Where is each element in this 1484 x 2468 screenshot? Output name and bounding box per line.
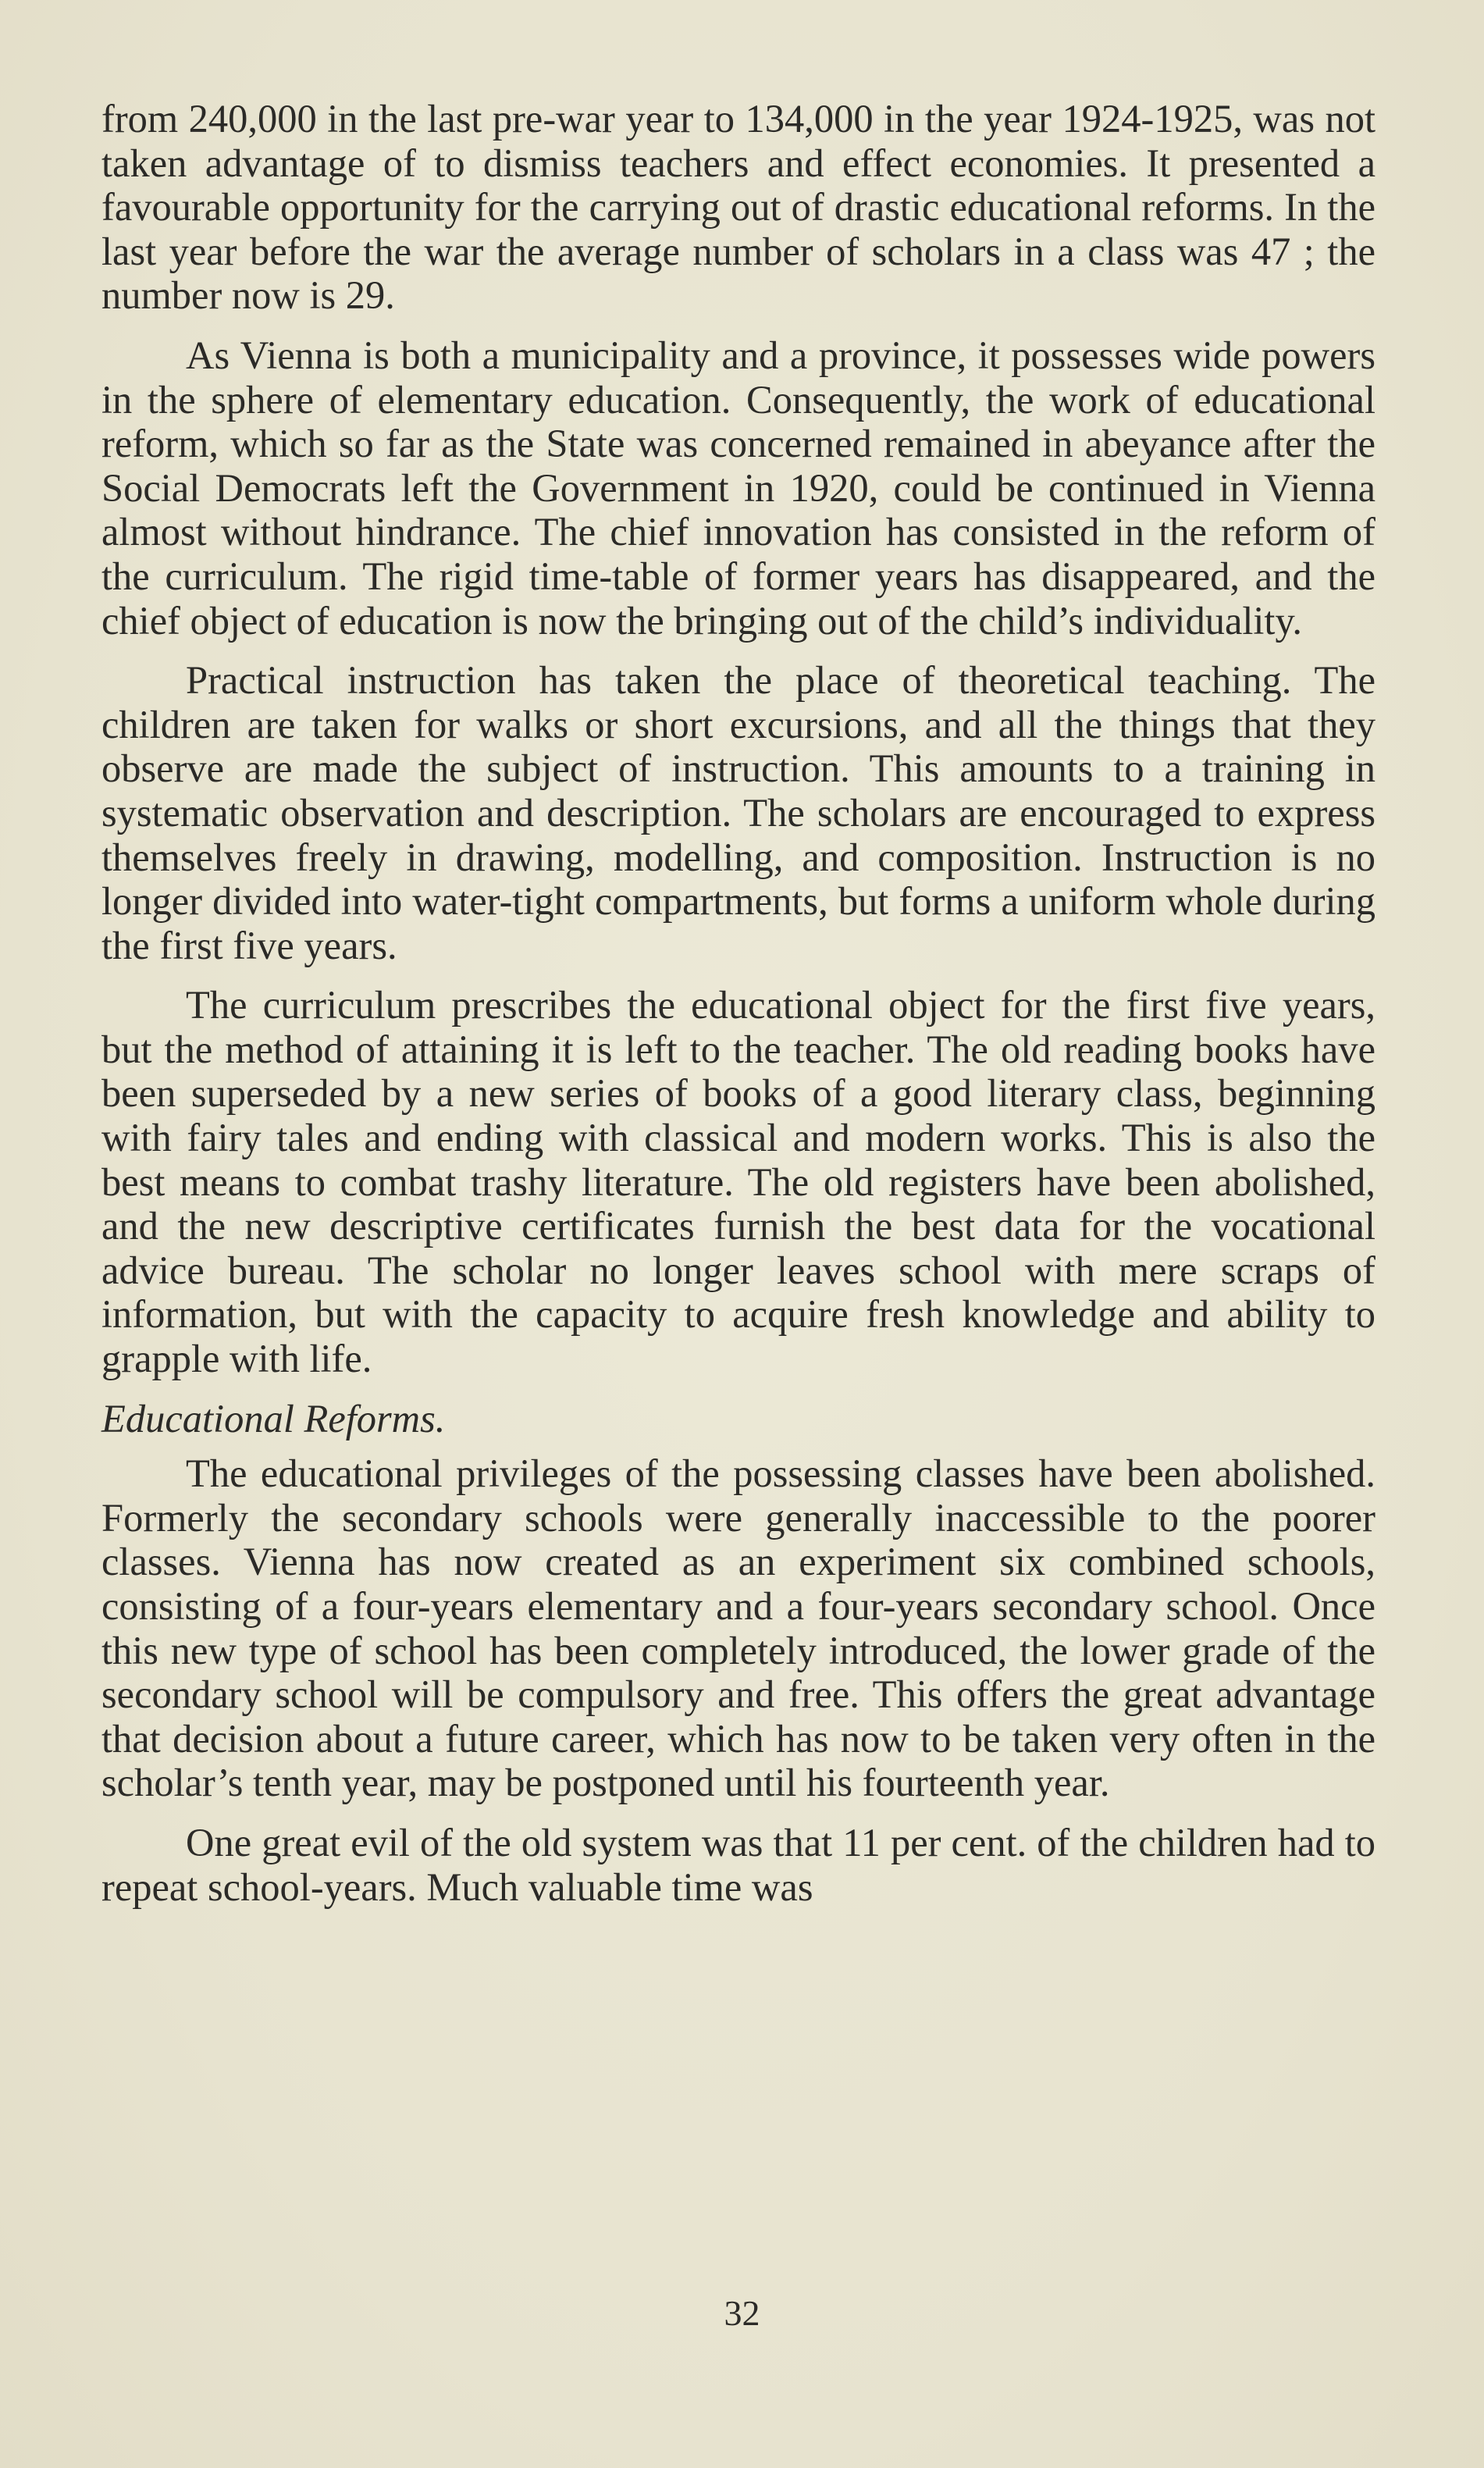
paragraph-continuation: from 240,000 in the last pre-war year to 134,000 in the year 1924-1925, was not taken advantage of to dismiss teachers and effect economies. It presented a favourable opportunity for the carrying out of drastic educational reforms. In the last year before the war the average number of scholars in a class was 47 ; the number now is 29. xyxy=(101,97,1375,318)
paragraph-vienna-powers: As Vienna is both a municipality and a province, it possesses wide powers in the sphere of elementary education. Consequently, the work of educational reform, which so far as the State was concerned remained in abeyance after the Social Democrats left the Government in 1920, could be continued in Vienna almost without hindrance. The chief innovation has consisted in the reform of the curriculum. The rigid time-table of former years has disappeared, and the chief object of education is now the bringing out of the child’s individuality. xyxy=(101,333,1375,643)
paragraph-practical-instruction: Practical instruction has taken the place of theoretical teaching. The children are taken for walks or short excursions, and all the things that they observe are made the subject of instruction. This amounts to a training in systematic observation and description. The scholars are encouraged to express themselves freely in drawing, modelling, and composition. Instruction is no longer divided into water-tight compartments, but forms a uniform whole during the first five years. xyxy=(101,658,1375,967)
paragraph-curriculum: The curriculum prescribes the educational object for the first five years, but the method of attaining it is left to the teacher. The old reading books have been superseded by a new series of books of a good literary class, beginning with fairy tales and ending with classical and modern works. This is also the best means to combat trashy literature. The old registers have been abolished, and the new descriptive certificates furnish the best data for the vocational advice bureau. The scholar no longer leaves school with mere scraps of information, but with the capacity to acquire fresh knowledge and ability to grapple with life. xyxy=(101,983,1375,1381)
paragraph-privileges: The educational privileges of the possessing classes have been abolished. Formerly the secondary schools were generally inaccessible to the poorer classes. Vienna has now created as an experiment six combined schools, consisting of a four-years elementary and a four-years secondary school. Once this new type of school has been completely introduced, the lower grade of the secondary school will be compulsory and free. This offers the great advantage that decision about a future career, which has now to be taken very often in the scholar’s tenth year, may be postponed until his fourteenth year. xyxy=(101,1451,1375,1805)
paragraph-repeat-years: One great evil of the old system was that 11 per cent. of the children had to repeat school-years. Much valuable time was xyxy=(101,1820,1375,1909)
page-number: 32 xyxy=(724,2293,760,2333)
section-heading: Educational Reforms. xyxy=(101,1396,446,1441)
body-text xyxy=(101,97,1375,1909)
